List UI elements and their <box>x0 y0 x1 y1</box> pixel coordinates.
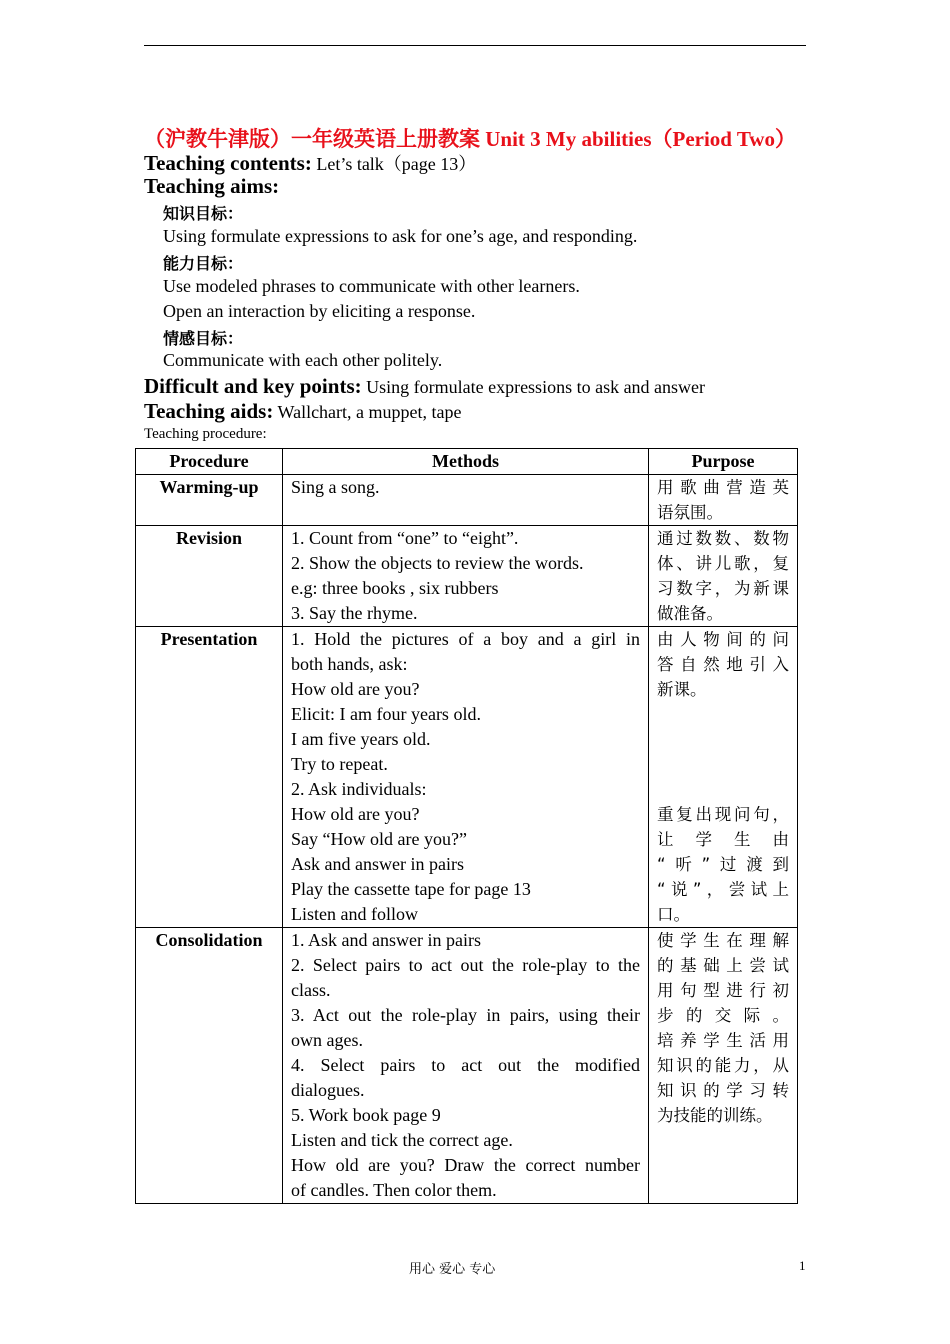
method-line: own ages. <box>291 1030 363 1050</box>
emotion-aim-label: 情感目标： <box>163 329 244 348</box>
procedure-cell: Revision <box>136 526 283 627</box>
procedure-table <box>135 448 798 1204</box>
teaching-aids <box>144 399 462 424</box>
table-row <box>136 627 798 928</box>
key-points-label: Difficult and key points: <box>144 374 362 398</box>
purpose-cell <box>649 526 798 627</box>
knowledge-aim-label: 知识目标： <box>163 204 244 223</box>
purpose-line: 的基础上尝试 <box>657 956 789 975</box>
method-line: Play the cassette tape for page 13 <box>291 879 531 899</box>
teaching-contents <box>144 150 476 176</box>
method-line: 2. Show the objects to review the words. <box>291 553 584 573</box>
key-points <box>144 374 705 399</box>
page-number: 1 <box>799 1258 806 1273</box>
purpose-line: 知识的学习转 <box>657 1081 789 1100</box>
method-line: both hands, ask: <box>291 654 408 674</box>
purpose-line: 新课。 <box>657 680 707 699</box>
method-line: I am five years old. <box>291 729 431 749</box>
purpose-line: 用歌曲营造英 <box>657 478 789 497</box>
procedure-label: Teaching procedure: <box>144 426 267 442</box>
method-line: Elicit: I am four years old. <box>291 704 481 724</box>
aids-value: Wallchart, a muppet, tape <box>277 402 462 422</box>
header-procedure: Procedure <box>136 449 283 475</box>
method-line: Listen and tick the correct age. <box>291 1130 513 1150</box>
ability-aim-1: Use modeled phrases to communicate with other learners. <box>163 276 580 296</box>
method-line: 3. Act out the role-play in pairs, using their <box>291 1005 640 1025</box>
purpose-line: 培养学生活用 <box>657 1031 789 1050</box>
method-line: How old are you? Draw the correct number <box>291 1155 640 1175</box>
methods-cell <box>283 928 649 1204</box>
purpose-line: 使学生在理解 <box>657 931 789 950</box>
purpose-line: “说”，尝试上 <box>657 880 789 899</box>
key-points-value: Using formulate expressions to ask and answer <box>366 377 706 397</box>
method-line: 1. Hold the pictures of a boy and a girl in <box>291 629 640 649</box>
purpose-line: 让学生由 <box>657 830 789 849</box>
ability-aim-2: Open an interaction by eliciting a response. <box>163 301 476 321</box>
method-line: 1. Count from “one” to “eight”. <box>291 528 519 548</box>
method-line: 4. Select pairs to act out the modified <box>291 1055 640 1075</box>
procedure-cell: Presentation <box>136 627 283 928</box>
method-line: 5. Work book page 9 <box>291 1105 441 1125</box>
procedure-cell: Consolidation <box>136 928 283 1204</box>
method-line: Listen and follow <box>291 904 418 924</box>
method-line: e.g: three books , six rubbers <box>291 578 499 598</box>
emotion-aim: Communicate with each other politely. <box>163 350 443 370</box>
purpose-line: 由人物间的问 <box>657 630 789 649</box>
purpose-line: “听”过渡到 <box>657 855 789 874</box>
method-line: How old are you? <box>291 679 420 699</box>
purpose-line: 语氛围。 <box>657 503 723 522</box>
purpose-line: 为技能的训练。 <box>657 1106 773 1125</box>
contents-label: Teaching contents: <box>144 151 312 175</box>
purpose-cell <box>649 627 798 928</box>
purpose-cell <box>649 475 798 526</box>
contents-value: Let’s talk（page 13） <box>316 154 477 174</box>
purpose-cell <box>649 928 798 1204</box>
ability-aim-label: 能力目标： <box>163 254 244 273</box>
aims-heading: Teaching aims: <box>144 174 280 198</box>
method-line: of candles. Then color them. <box>291 1180 497 1200</box>
purpose-line: 做准备。 <box>657 604 723 623</box>
purpose-line: 口。 <box>657 905 690 924</box>
methods-cell <box>283 475 649 526</box>
purpose-line: 知识的能力，从 <box>657 1056 789 1075</box>
methods-cell <box>283 627 649 928</box>
spacer <box>657 702 789 802</box>
table-row <box>136 928 798 1204</box>
document-title: （沪教牛津版）一年级英语上册教案 Unit 3 My abilities（Period Two） <box>144 127 796 151</box>
method-line: How old are you? <box>291 804 420 824</box>
purpose-line: 答自然地引入 <box>657 655 789 674</box>
methods-cell <box>283 526 649 627</box>
header-methods: Methods <box>283 449 649 475</box>
procedure-cell: Warming-up <box>136 475 283 526</box>
method-line: 1. Ask and answer in pairs <box>291 930 481 950</box>
purpose-line: 习数字，为新课 <box>657 579 789 598</box>
method-line: Sing a song. <box>291 477 380 497</box>
method-line: 2. Ask individuals: <box>291 779 427 799</box>
method-line: Try to repeat. <box>291 754 388 774</box>
purpose-line: 体、讲儿歌，复 <box>657 554 789 573</box>
purpose-line: 通过数数、数物 <box>657 529 789 548</box>
header-rule <box>144 45 806 46</box>
header-purpose: Purpose <box>649 449 798 475</box>
purpose-line: 重复出现问句， <box>657 805 789 824</box>
table-row <box>136 526 798 627</box>
method-line: Say “How old are you?” <box>291 829 467 849</box>
method-line: class. <box>291 980 331 1000</box>
knowledge-aim: Using formulate expressions to ask for one’s age, and responding. <box>163 226 638 246</box>
method-line: Ask and answer in pairs <box>291 854 464 874</box>
aids-label: Teaching aids: <box>144 399 274 423</box>
method-line: 3. Say the rhyme. <box>291 603 418 623</box>
method-line: 2. Select pairs to act out the role-play to the <box>291 955 640 975</box>
footer-text: 用心 爱心 专心 <box>409 1262 496 1277</box>
purpose-line: 用句型进行初 <box>657 981 789 1000</box>
table-row <box>136 475 798 526</box>
method-line: dialogues. <box>291 1080 365 1100</box>
purpose-line: 步的交际。 <box>657 1006 789 1025</box>
